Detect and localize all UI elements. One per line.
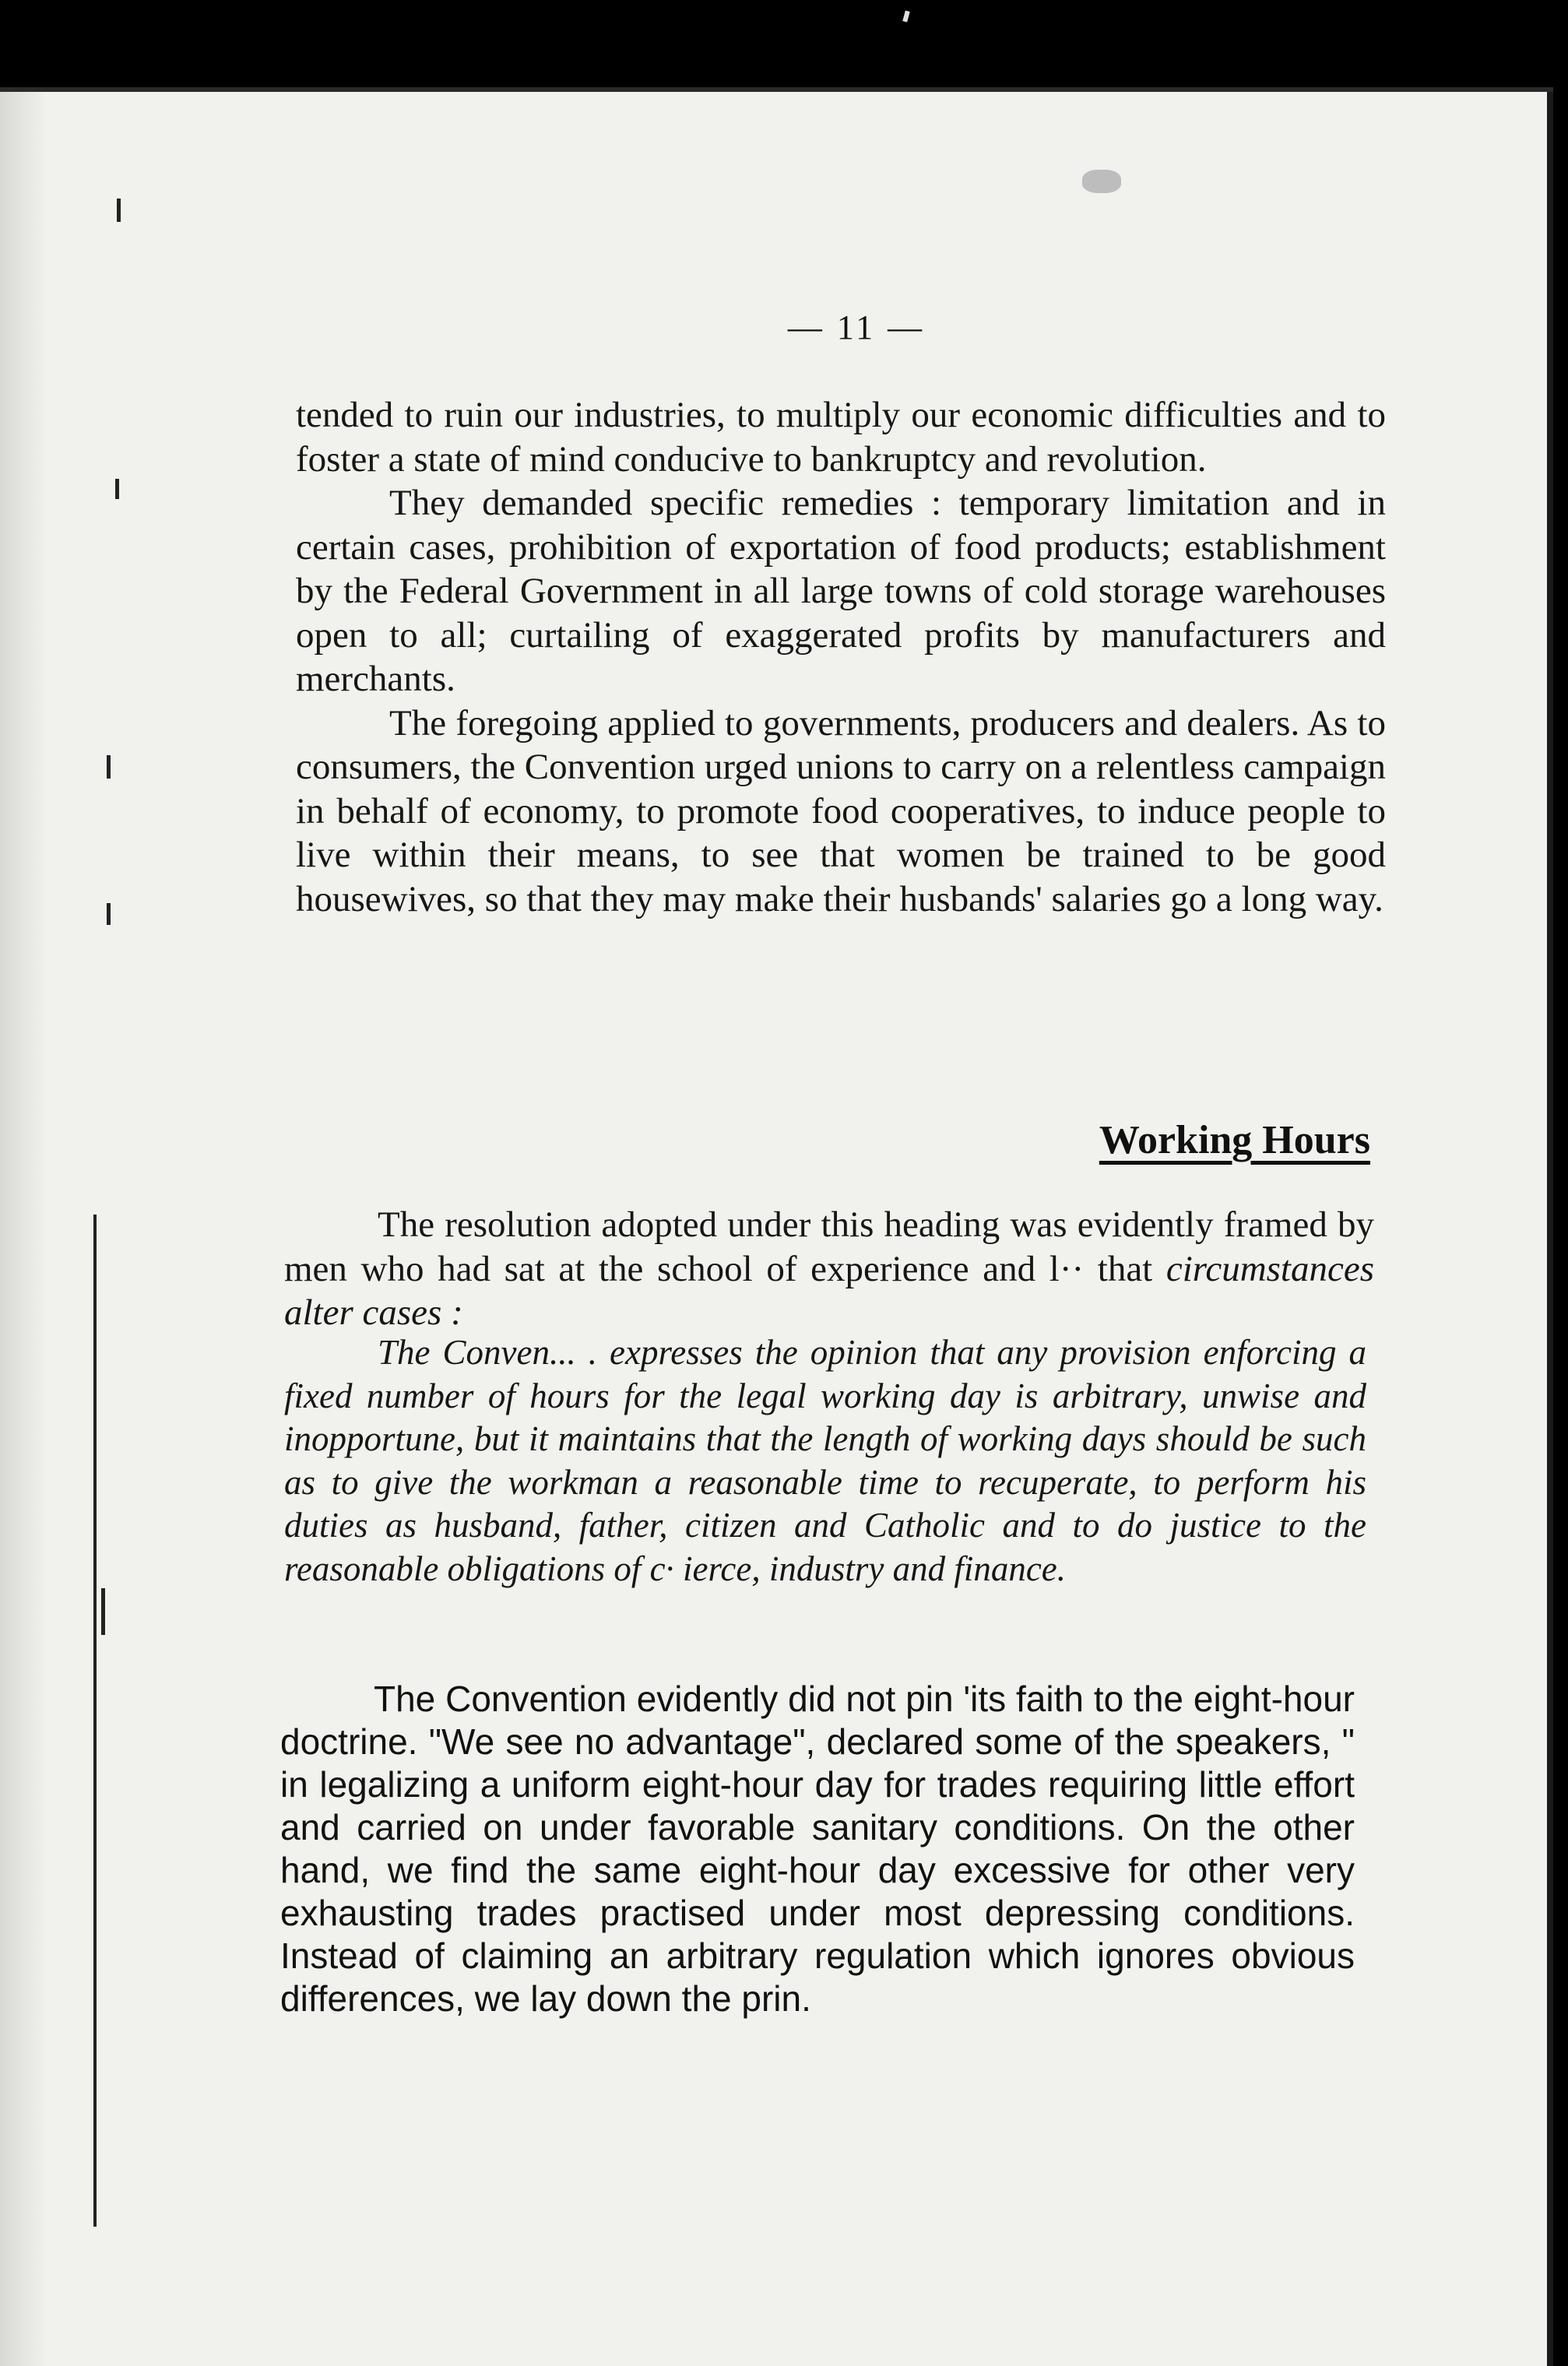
- margin-rule: [93, 1215, 97, 2227]
- quote-text: The Conven... . expresses the opinion that any provision enforcing a fixed number of hours for the legal working day is arbitrary, unwise and inopportune, but it maintains that the length of working days should be such as to give the workman a reasonable time to recuperate, to perform his duties as husband, father, citizen and Catholic and to do justice to the reasonable obligations of c· ierce, industry and finance.: [284, 1333, 1366, 1588]
- section-intro: [284, 1203, 1374, 1335]
- margin-mark: [115, 479, 119, 499]
- paper-scrap: [1082, 170, 1121, 193]
- resolution-quote: [284, 1331, 1366, 1591]
- intro-text: The resolution adopted under this heading was evidently framed by men who had sat at the school of experience and l·· that: [284, 1204, 1374, 1289]
- section-heading: Working Hours: [1099, 1118, 1370, 1162]
- margin-mark: [117, 199, 121, 222]
- margin-mark: [107, 755, 111, 779]
- page-edge: [1547, 92, 1553, 2366]
- margin-mark: [101, 1588, 105, 1635]
- body-text-top: [296, 393, 1386, 921]
- page-number: — 11 —: [787, 308, 926, 346]
- closing-text: [280, 1678, 1355, 2020]
- intro-italic: circumstances alter cases :: [284, 1248, 1375, 1333]
- scan-mark: [902, 10, 909, 22]
- paragraph: The Convention evidently did not pin 'its faith to the eight-hour doctrine. "We see no advantage", declared some of the speakers, " in legalizing a uniform eight-hour day for trades requiring little effort and carried on under favorable sanitary conditions. On the other hand, we find the same eight-hour day excessive for other very exhausting trades practised under most depressing conditions. Instead of claiming an arbitrary regulation which ignores obvious differences, we lay down the prin.: [280, 1679, 1355, 2019]
- paragraph: tended to ruin our industries, to multiply our economic difficulties and to foster a state of mind conducive to bankruptcy and revolution.: [296, 395, 1386, 480]
- paragraph: They demanded specific remedies : temporary limitation and in certain cases, prohibition of exportation of food products; establishment by the Federal Government in all large towns of cold storage warehouses open to all; curtailing of exaggerated profits by manufacturers and merchants.: [296, 483, 1386, 699]
- page-shadow: [0, 92, 47, 2366]
- margin-mark: [107, 903, 111, 925]
- paragraph: The foregoing applied to governments, producers and dealers. As to consumers, the Convention urged unions to carry on a relentless campaign in behalf of economy, to promote food cooperatives, to induce people to live within their means, to see that women be trained to be good housewives, so that they may make their husbands' salaries go a long way.: [296, 702, 1386, 919]
